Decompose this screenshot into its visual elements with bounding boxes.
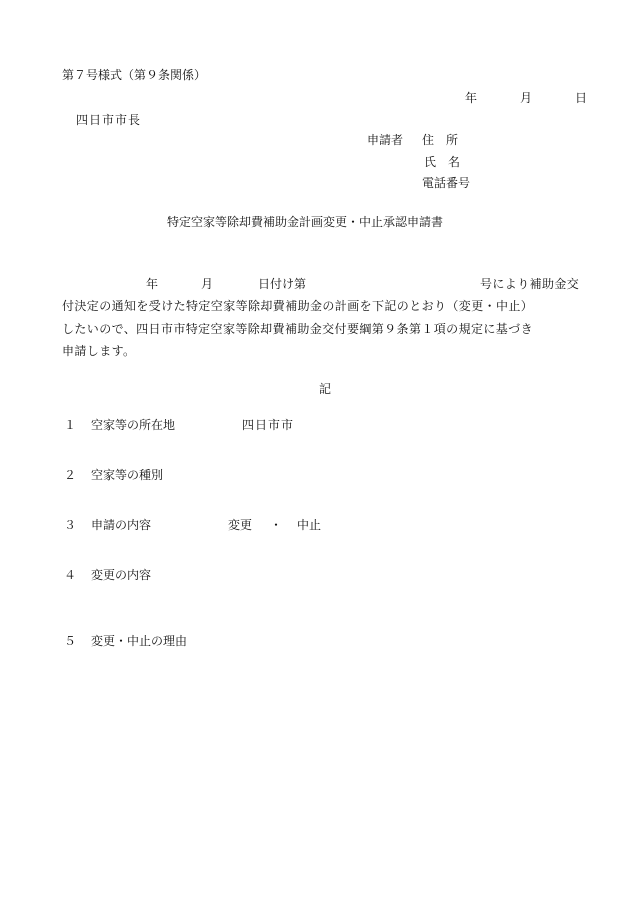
item-label: 空家等の種別 [91,468,164,482]
item-number: ２ [64,468,77,482]
option-cancel: 中止 [297,518,322,532]
intro-dated: 日付け第 [258,277,307,291]
item-number: ４ [64,568,77,582]
addressee: 四日市市長 [76,113,142,127]
applicant-label: 申請者 [367,133,404,147]
item-label: 変更・中止の理由 [91,634,188,648]
item-number: ５ [64,634,77,648]
option-change: 変更 [228,518,253,532]
item-label: 空家等の所在地 [91,418,176,432]
address-label: 住 所 [422,133,459,147]
date-year: 年 [465,91,478,105]
item-label: 変更の内容 [91,568,152,582]
name-label: 氏 名 [424,155,461,169]
form-number: 第７号様式（第９条関係） [62,68,207,82]
option-separator: ・ [270,518,283,532]
body-line-2: 付決定の通知を受けた特定空家等除却費補助金の計画を下記のとおり（変更・中止） [62,299,534,313]
body-line-3: したいので、四日市市特定空家等除却費補助金交付要綱第９条第１項の規定に基づき [62,322,533,336]
item-number: ３ [64,518,77,532]
intro-year: 年 [146,277,159,291]
date-day: 日 [575,91,588,105]
date-month: 月 [520,91,533,105]
item-label: 申請の内容 [91,518,152,532]
item-value: 四日市市 [242,418,295,432]
document-title: 特定空家等除却費補助金計画変更・中止承認申請書 [167,215,444,229]
item-number: １ [64,418,77,432]
intro-month: 月 [201,277,214,291]
body-line-4: 申請します。 [62,344,136,358]
intro-number: 号により補助金交 [480,277,580,291]
phone-label: 電話番号 [422,176,471,190]
ki-heading: 記 [319,382,332,396]
